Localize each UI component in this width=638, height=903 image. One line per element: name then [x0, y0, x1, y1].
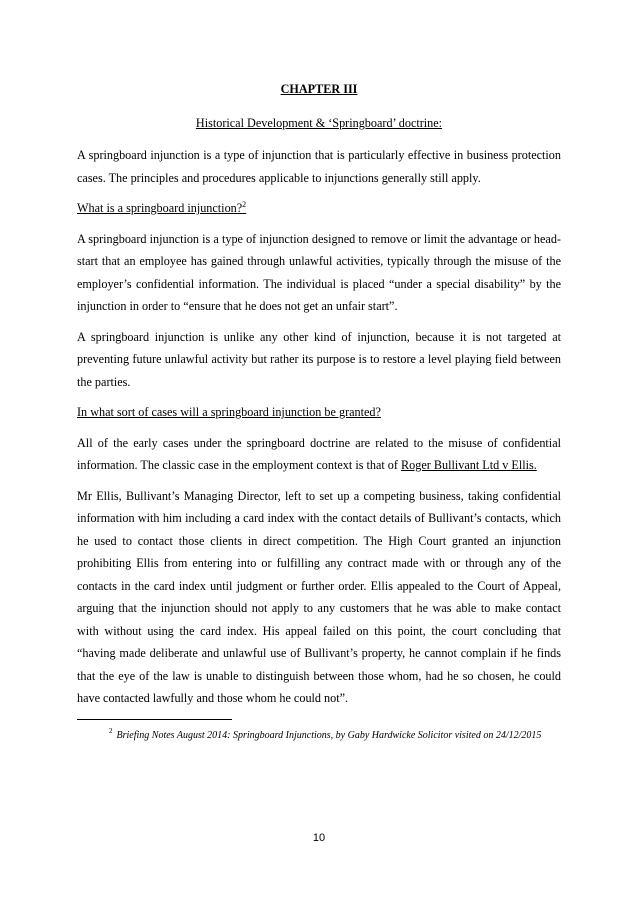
chapter-title: CHAPTER III: [280, 82, 358, 96]
purpose-paragraph: A springboard injunction is unlike any other kind of injunction, because it is not targeted at preventing future unlawful activity but rather its purpose is to restore a level playing field between the parties.: [77, 329, 561, 389]
case-name: Roger Bullivant Ltd v Ellis.: [401, 458, 537, 472]
footnote: [77, 726, 561, 745]
cases-paragraph-text: All of the early cases under the springboard doctrine are related to the misuse of confidential information. The classic case in the employment context is that of: [77, 435, 561, 472]
cases-paragraph: [77, 432, 561, 477]
footnote-marker: 2: [109, 727, 113, 736]
definition-paragraph: A springboard injunction is a type of injunction designed to remove or limit the advantage or head-start that an employee has gained through unlawful activities, typically through the misuse of the employer’s confidential information. The individual is placed “under a special disability” by the injunction in order to “ensure that he does not get an unfair start”.: [77, 231, 561, 313]
chapter-subtitle: Historical Development & ‘Springboard’ doctrine:: [195, 116, 443, 130]
footnote-divider: [77, 719, 232, 720]
section-heading-definition-text: What is a springboard injunction?: [77, 201, 243, 215]
footnote-reference: 2: [242, 199, 247, 209]
page-number: 10: [312, 832, 326, 844]
facts-paragraph: Mr Ellis, Bullivant’s Managing Director, left to set up a competing business, taking confidential information with him including a card index with the contact details of Bullivant’s contacts, which he used to contact those clients in direct competition. The High Court granted an injunction prohibiting Ellis from entering into or fulfilling any contract made with or through any of the contacts in the card index until judgment or further order. Ellis appealed to the Court of Appeal, arguing that the injunction should not apply to any customers that he was able to make contact with without using the card index. His appeal failed on this point, the court concluding that “having made deliberate and unlawful use of Bullivant’s property, he cannot complain if he finds that the eye of the law is unable to distinguish between those whom, had he so chosen, he could have contacted lawfully and those whom he could not”.: [77, 488, 561, 705]
section-heading-definition: [77, 197, 561, 220]
intro-paragraph: A springboard injunction is a type of injunction that is particularly effective in business protection cases. The principles and procedures applicable to injunctions generally still apply.: [77, 148, 561, 185]
section-heading-cases: In what sort of cases will a springboard injunction be granted?: [77, 405, 381, 419]
footnote-text: Briefing Notes August 2014: Springboard Injunctions, by Gaby Hardwicke Solicitor visited on 24/12/2015: [116, 729, 542, 741]
page-content: [77, 78, 561, 745]
